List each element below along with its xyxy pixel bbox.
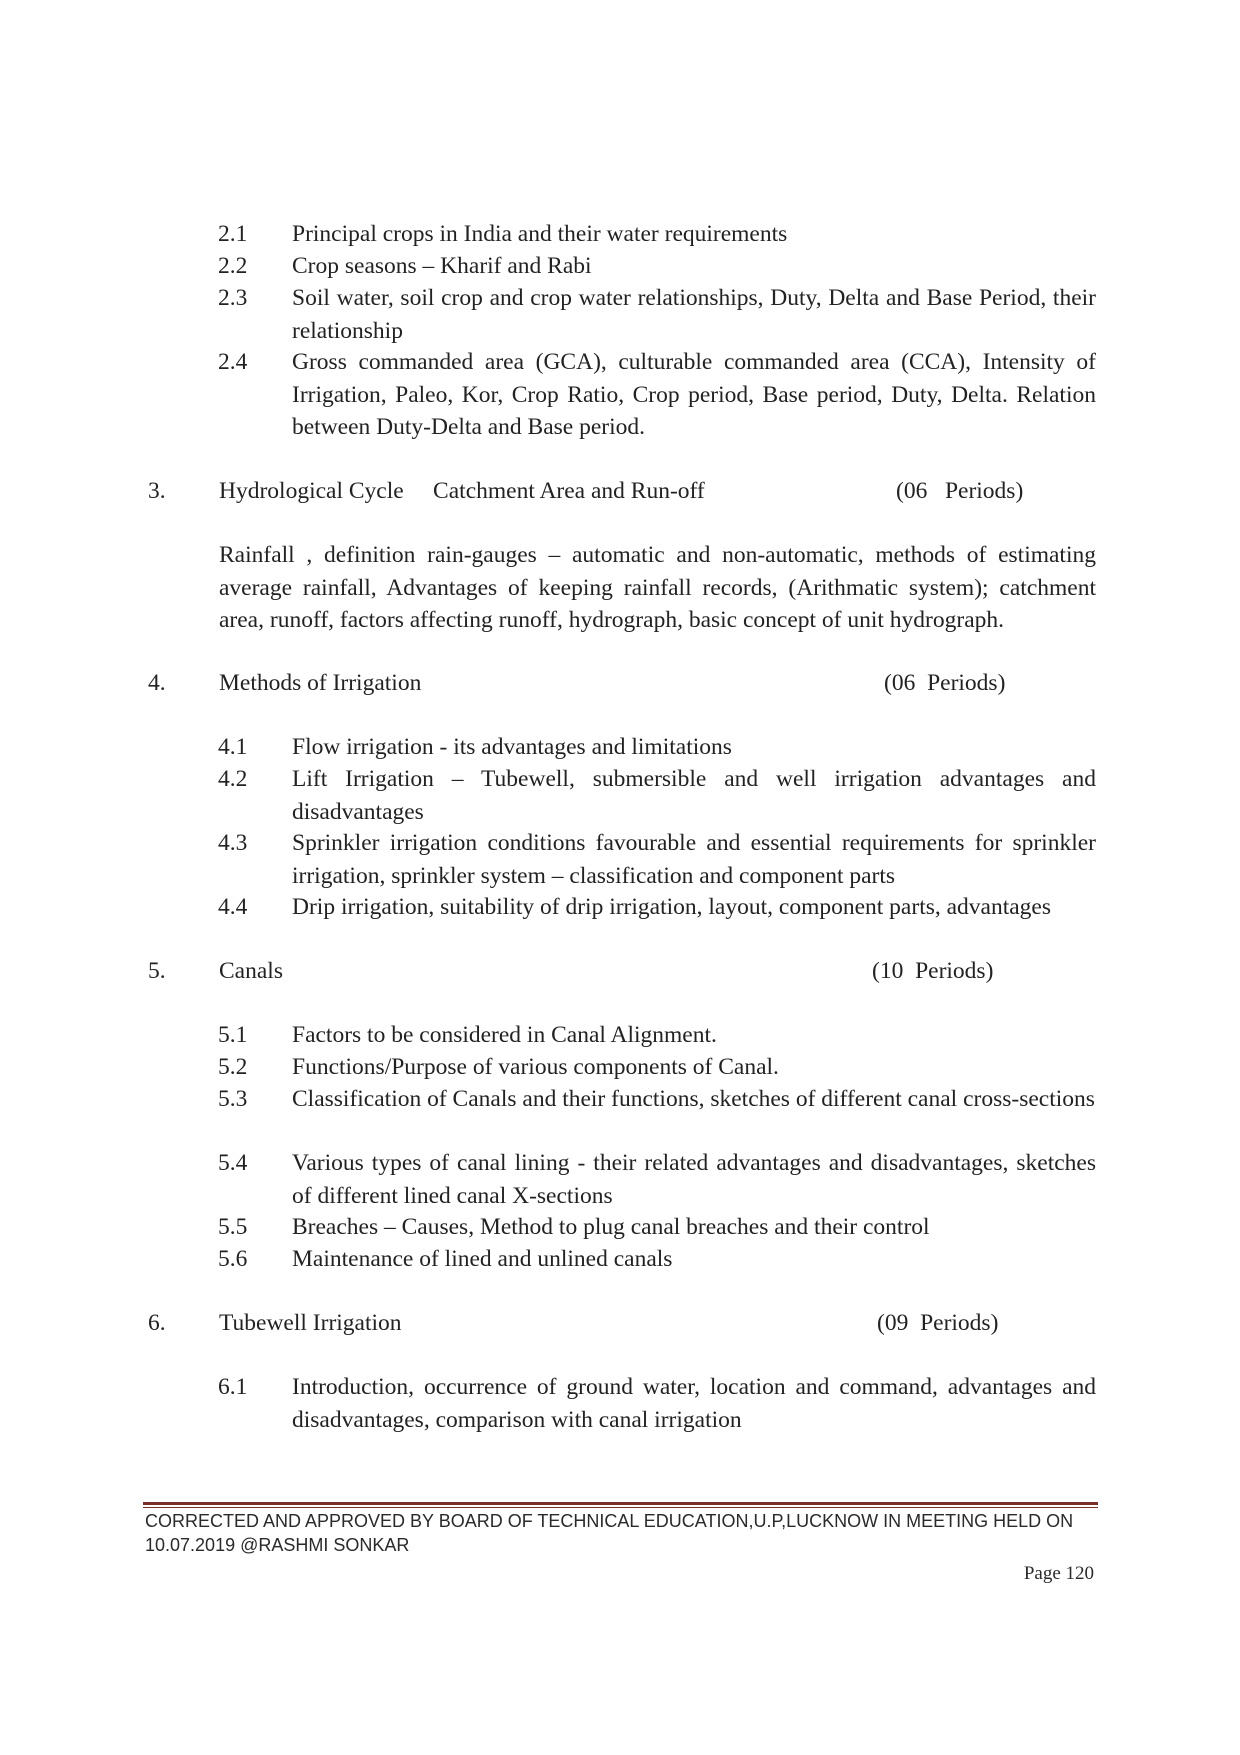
item-number: 6.1 <box>218 1374 248 1400</box>
item-number: 5.5 <box>218 1214 248 1240</box>
section-paragraph: Rainfall , definition rain-gauges – automatic and non-automatic, methods of estimating average rainfall, Advantages of keeping rainfall records, (Arithmatic system); catchment area, runoff, factors affecting runoff, hydrograph, basic concept of unit hydrograph. <box>219 542 1096 633</box>
section-number: 5. <box>148 958 166 984</box>
item-text: Various types of canal lining - their related advantages and disadvantages, sketches of different lined canal X-sections <box>292 1150 1096 1209</box>
item-number: 4.4 <box>218 894 248 920</box>
item-text: Introduction, occurrence of ground water, location and command, advantages and disadvantages, comparison with canal irrigation <box>292 1374 1096 1433</box>
item-text: Classification of Canals and their functions, sketches of different canal cross-sections <box>292 1086 1095 1112</box>
item-number: 4.1 <box>218 734 248 760</box>
item-text: Factors to be considered in Canal Alignment. <box>292 1022 717 1048</box>
item-number: 5.1 <box>218 1022 248 1048</box>
section-number: 6. <box>148 1310 166 1336</box>
item-number: 2.1 <box>218 221 248 247</box>
item-number: 2.2 <box>218 253 248 279</box>
item-text: Flow irrigation - its advantages and limitations <box>292 734 732 760</box>
item-number: 5.3 <box>218 1086 248 1112</box>
section-title: Methods of Irrigation <box>219 670 422 696</box>
item-text: Maintenance of lined and unlined canals <box>292 1246 673 1272</box>
section-number: 4. <box>148 670 166 696</box>
section-periods: (06 Periods) <box>896 478 1024 504</box>
section-title: Canals <box>219 958 283 984</box>
footer <box>145 1509 1100 1557</box>
item-number: 2.4 <box>218 349 248 375</box>
item-text: Soil water, soil crop and crop water relationships, Duty, Delta and Base Period, their relationship <box>292 285 1096 344</box>
item-number: 4.2 <box>218 766 248 792</box>
item-text: Principal crops in India and their water requirements <box>292 221 788 247</box>
item-number: 2.3 <box>218 285 248 311</box>
item-text: Drip irrigation, suitability of drip irrigation, layout, component parts, advantages <box>292 894 1052 920</box>
page-number: Page 120 <box>1023 1563 1094 1584</box>
section-periods: (06 Periods) <box>884 670 1006 696</box>
footer-line: 10.07.2019 @RASHMI SONKAR <box>145 1535 410 1555</box>
item-text: Gross commanded area (GCA), culturable commanded area (CCA), Intensity of Irrigation, Paleo, Kor, Crop Ratio, Crop period, Base period, Duty, Delta. Relation between Duty-Delta and Base period. <box>292 349 1096 440</box>
item-text: Lift Irrigation – Tubewell, submersible and well irrigation advantages and disadvantages <box>292 766 1096 825</box>
item-text: Breaches – Causes, Method to plug canal breaches and their control <box>292 1214 930 1240</box>
section-periods: (09 Periods) <box>877 1310 999 1336</box>
section-title: Hydrological Cycle Catchment Area and Run-off <box>219 478 705 504</box>
footer-divider <box>143 1502 1098 1505</box>
footer-line: CORRECTED AND APPROVED BY BOARD OF TECHNICAL EDUCATION,U.P,LUCKNOW IN MEETING HELD ON <box>145 1511 1074 1531</box>
section-periods: (10 Periods) <box>872 958 994 984</box>
item-number: 5.6 <box>218 1246 248 1272</box>
item-number: 4.3 <box>218 830 248 856</box>
footer-divider-thin <box>143 1507 1098 1508</box>
item-number: 5.2 <box>218 1054 248 1080</box>
item-text: Functions/Purpose of various components of Canal. <box>292 1054 779 1080</box>
section-number: 3. <box>148 478 166 504</box>
item-number: 5.4 <box>218 1150 248 1176</box>
item-text: Sprinkler irrigation conditions favourable and essential requirements for sprinkler irrigation, sprinkler system – classification and component parts <box>292 830 1096 889</box>
item-text: Crop seasons – Kharif and Rabi <box>292 253 592 279</box>
section-title: Tubewell Irrigation <box>219 1310 402 1336</box>
